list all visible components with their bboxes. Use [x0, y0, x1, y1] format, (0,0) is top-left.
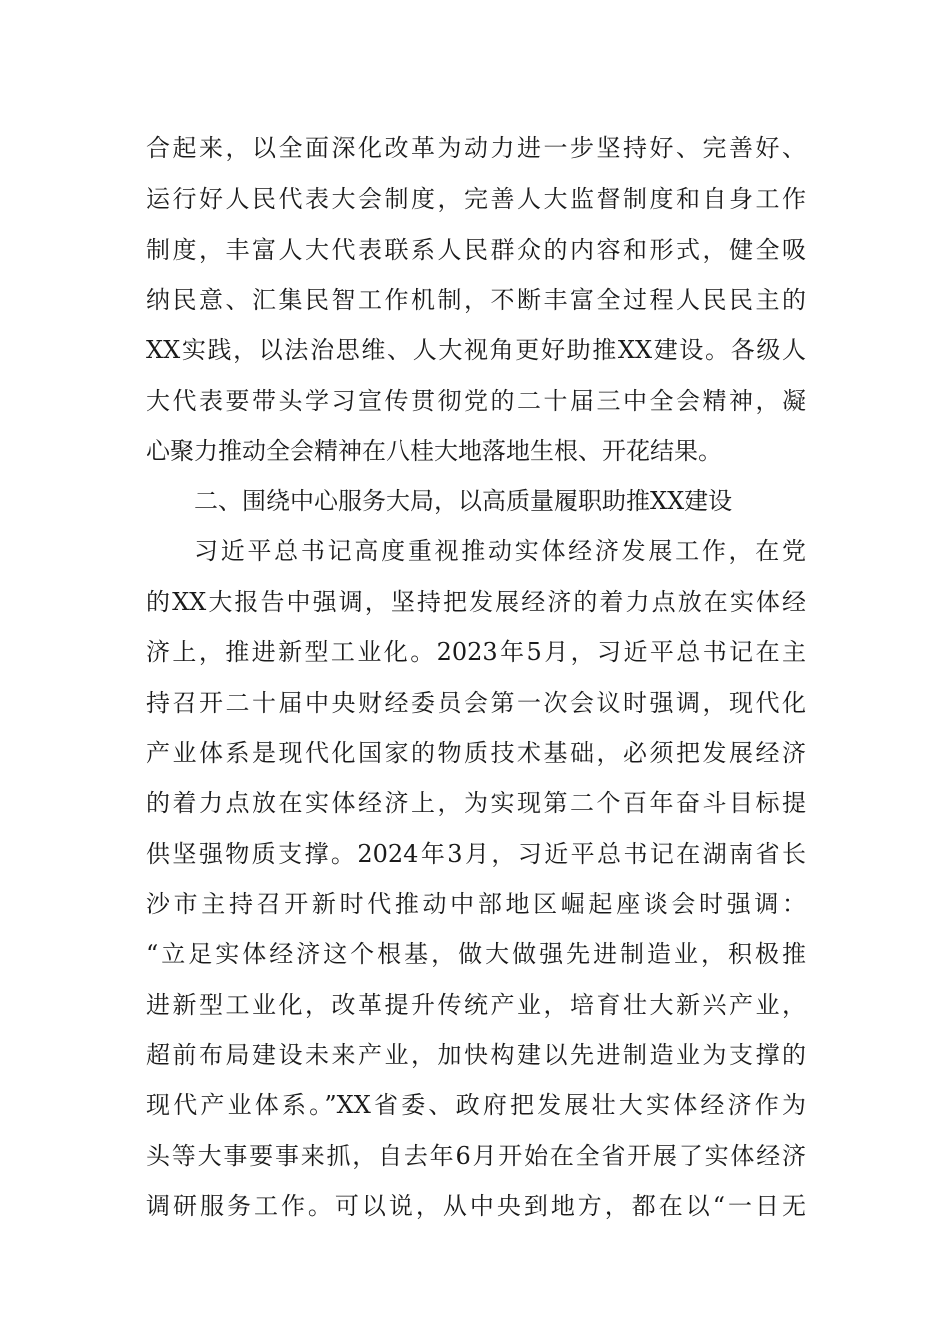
paragraph-line: 纳民意、汇集民智工作机制，不断丰富全过程人民民主的	[146, 286, 806, 314]
paragraph-line: 超前布局建设未来产业，加快构建以先进制造业为支撑的	[146, 1041, 806, 1069]
paragraph-line: 头等大事要事来抓，自去年6月开始在全省开展了实体经济	[146, 1142, 806, 1170]
paragraph-line: 产业体系是现代化国家的物质技术基础，必须把发展经济	[146, 739, 806, 767]
paragraph-line: XX实践，以法治思维、人大视角更好助推XX建设。各级人	[146, 336, 806, 364]
paragraph-line: “立足实体经济这个根基，做大做强先进制造业，积极推	[146, 940, 806, 968]
section-heading: 二、围绕中心服务大局，以高质量履职助推XX建设	[194, 487, 733, 515]
paragraph-line: 心聚力推动全会精神在八桂大地落地生根、开花结果。	[146, 437, 722, 465]
paragraph-line: 的着力点放在实体经济上，为实现第二个百年奋斗目标提	[146, 789, 806, 817]
paragraph-line: 的XX大报告中强调，坚持把发展经济的着力点放在实体经	[146, 588, 806, 616]
paragraph-line: 进新型工业化，改革提升传统产业，培育壮大新兴产业，	[146, 991, 806, 1019]
paragraph-line: 大代表要带头学习宣传贯彻党的二十届三中全会精神，凝	[146, 387, 806, 415]
paragraph-line: 现代产业体系。”XX省委、政府把发展壮大实体经济作为	[146, 1091, 806, 1119]
paragraph-line: 运行好人民代表大会制度，完善人大监督制度和自身工作	[146, 185, 806, 213]
paragraph-line: 沙市主持召开新时代推动中部地区崛起座谈会时强调：	[146, 890, 806, 918]
paragraph-line: 供坚强物质支撑。2024年3月，习近平总书记在湖南省长	[146, 840, 806, 868]
paragraph-line: 济上，推进新型工业化。2023年5月，习近平总书记在主	[146, 638, 806, 666]
paragraph-line: 持召开二十届中央财经委员会第一次会议时强调，现代化	[146, 689, 806, 717]
paragraph-line: 调研服务工作。可以说，从中央到地方，都在以“一日无	[146, 1192, 806, 1220]
paragraph-line: 合起来，以全面深化改革为动力进一步坚持好、完善好、	[146, 134, 806, 162]
paragraph-line: 习近平总书记高度重视推动实体经济发展工作，在党	[194, 537, 806, 565]
paragraph-line: 制度，丰富人大代表联系人民群众的内容和形式，健全吸	[146, 236, 806, 264]
